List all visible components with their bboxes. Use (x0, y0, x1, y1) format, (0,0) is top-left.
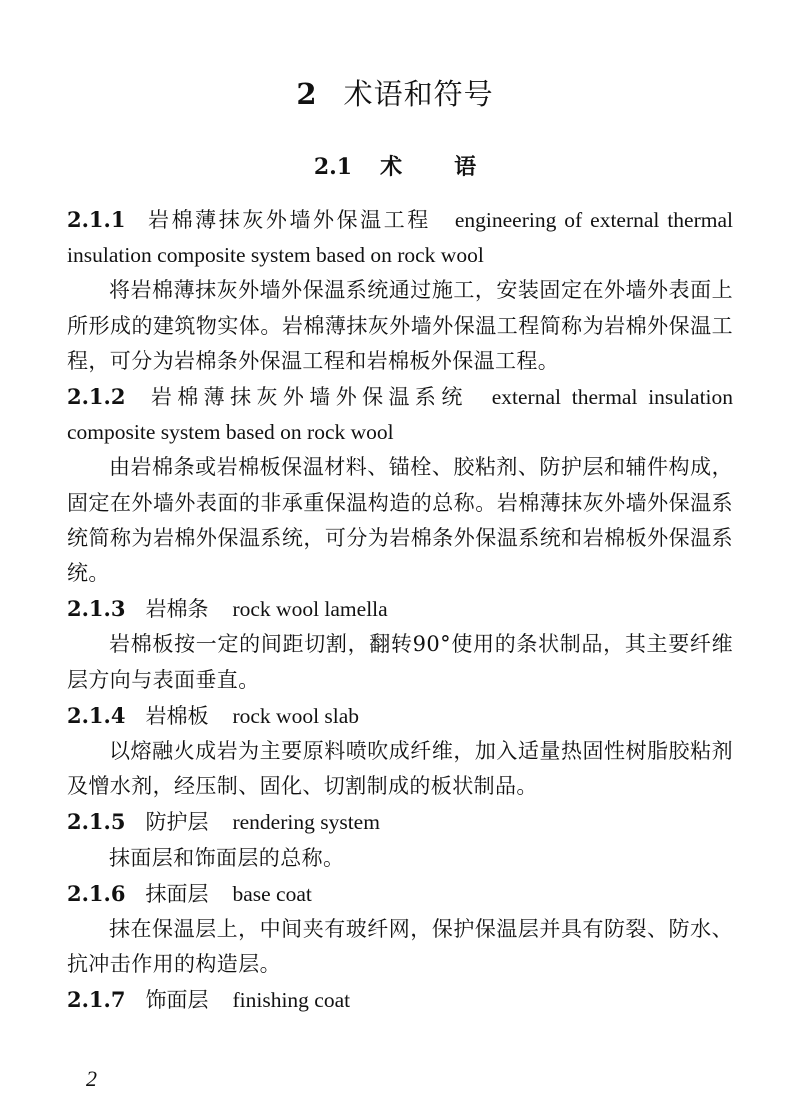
term-heading (67, 804, 733, 840)
term-chinese: 抹面层 (145, 881, 209, 906)
chapter-number: 2 (296, 77, 318, 111)
term-heading (67, 876, 733, 912)
term-number: 2.1.1 (67, 207, 126, 232)
term-number: 2.1.7 (67, 987, 126, 1013)
term-heading (67, 202, 733, 273)
term-chinese: 岩棉板 (145, 703, 209, 728)
term-english: finishing coat (232, 988, 351, 1013)
term-number: 2.1.4 (67, 702, 126, 728)
term-chinese: 岩棉条 (145, 597, 209, 622)
term-english: external thermal insulation composite system based on rock wool (67, 385, 734, 445)
term-definition: 由岩棉条或岩棉板保温材料、锚栓、胶粘剂、防护层和辅件构成，固定在外墙外表面的非承重保温构造的总称。岩棉薄抹灰外墙外保温系统简称为岩棉外保温系统，可分为岩棉条外保温系统和岩棉板外保温系统。 (67, 455, 733, 586)
page-number: 2 (86, 1066, 97, 1091)
chapter-name: 术语和符号 (343, 77, 494, 111)
term-heading (67, 591, 733, 627)
term-chinese: 岩棉薄抹灰外墙外保温系统 (145, 385, 468, 410)
term-definition: 将岩棉薄抹灰外墙外保温系统通过施工，安装固定在外墙外表面上所形成的建筑物实体。岩棉薄抹灰外墙外保温工程简称为岩棉外保温工程，可分为岩棉条外保温工程和岩棉板外保温工程。 (67, 278, 733, 373)
term-heading (67, 982, 733, 1018)
term-definition: 岩棉板按一定的间距切割，翻转90°使用的条状制品，其主要纤维层方向与表面垂直。 (67, 632, 733, 692)
term-number: 2.1.5 (67, 809, 126, 835)
term-chinese: 防护层 (145, 810, 209, 835)
term-definition: 抹面层和饰面层的总称。 (109, 845, 345, 870)
term-english: rock wool slab (232, 703, 360, 728)
terms-body (67, 202, 733, 1019)
section-name: 术语 (380, 154, 529, 180)
term-english: engineering of external thermal insulation composite system based on rock wool (67, 208, 734, 268)
term-heading (67, 698, 733, 734)
term-english: rendering system (232, 810, 380, 835)
term-definition: 抹在保温层上，中间夹有玻纤网，保护保温层并具有防裂、防水、抗冲击作用的构造层。 (67, 917, 733, 977)
term-number: 2.1.3 (67, 596, 126, 622)
term-chinese: 饰面层 (145, 988, 209, 1013)
term-number: 2.1.2 (67, 384, 126, 410)
section-number: 2.1 (313, 154, 353, 180)
term-definition: 以熔融火成岩为主要原料喷吹成纤维，加入适量热固性树脂胶粘剂及憎水剂，经压制、固化、切割制成的板状制品。 (67, 739, 733, 799)
term-number: 2.1.6 (67, 880, 126, 906)
section-title (0, 150, 790, 181)
term-chinese: 岩棉薄抹灰外墙外保温工程 (145, 208, 431, 232)
term-english: rock wool lamella (232, 597, 388, 622)
term-heading (67, 379, 733, 450)
term-english: base coat (232, 881, 312, 906)
chapter-title (0, 72, 790, 113)
